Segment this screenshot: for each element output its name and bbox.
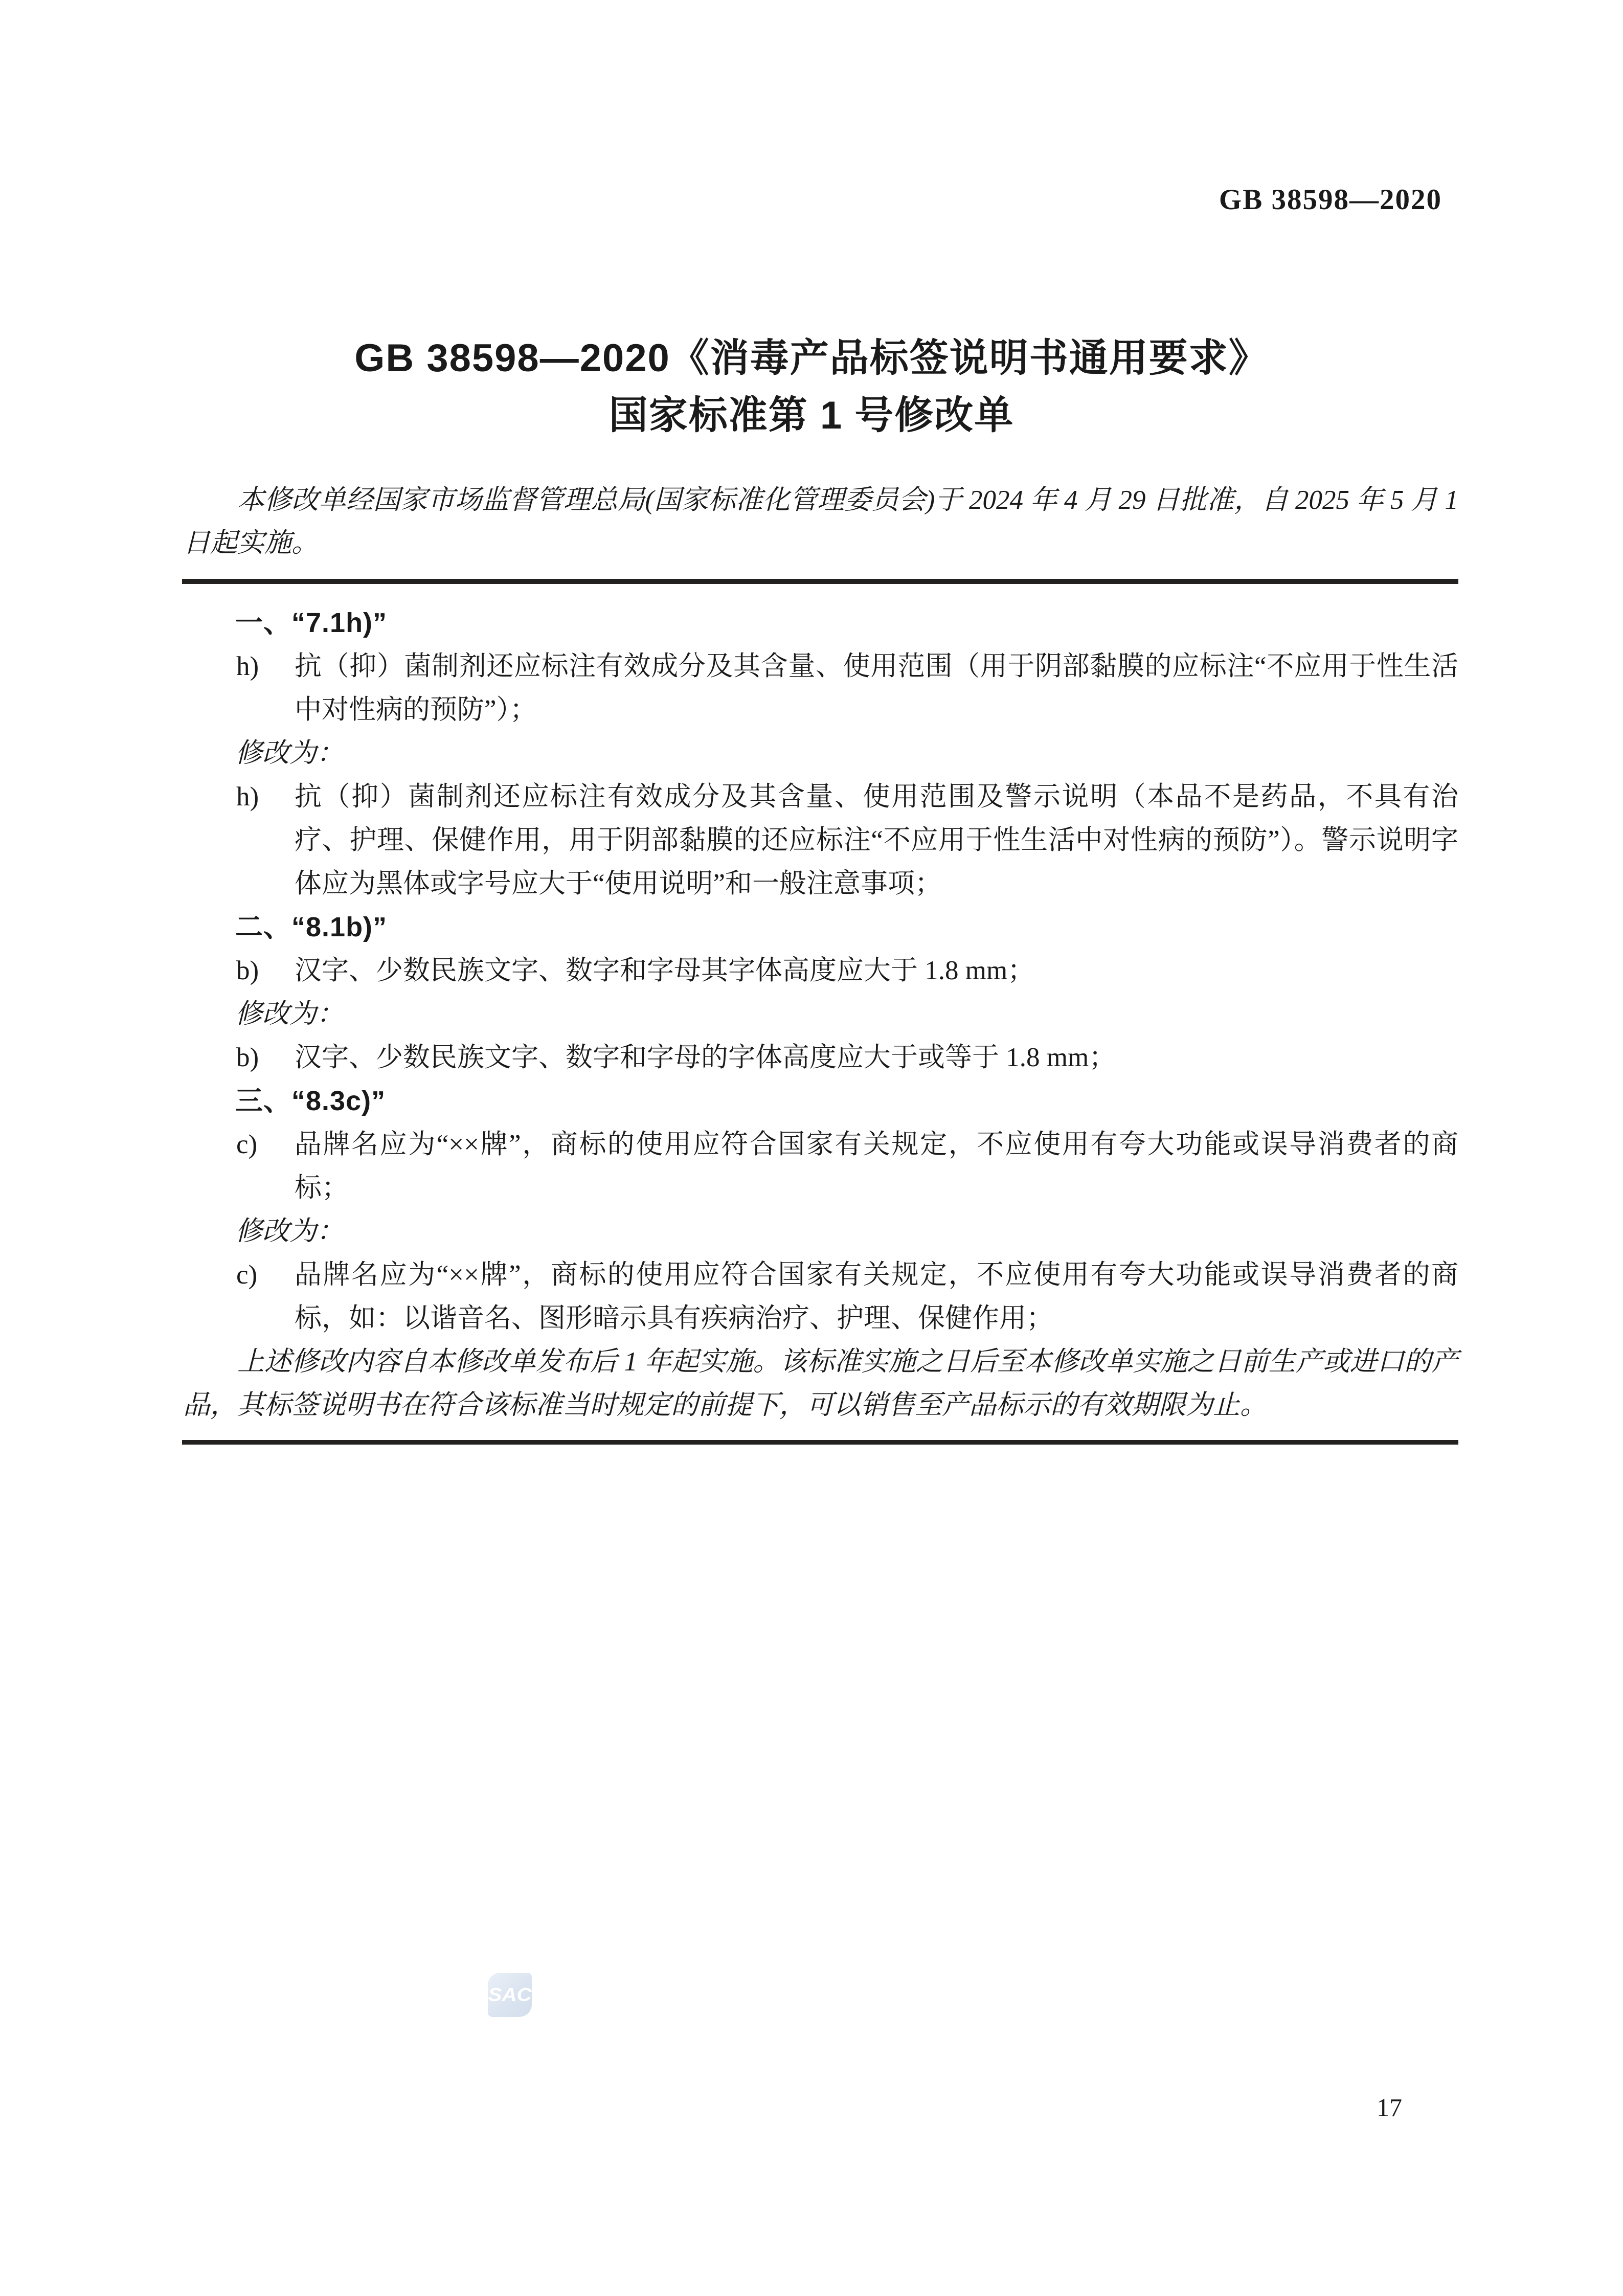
clause-text: 汉字、少数民族文字、数字和字母的字体高度应大于或等于 1.8 mm； — [295, 1043, 1116, 1072]
implementation-paragraph: 上述修改内容自本修改单发布后 1 年起实施。该标准实施之日后至本修改单实施之日前生产或进口的产品，其标签说明书在符合该标准当时规定的前提下，可以销售至产品标示的有效期限为止。 — [183, 1347, 1458, 1420]
section-3-revised-clause — [183, 1253, 1458, 1340]
document-title — [0, 330, 1623, 444]
clause-label: h) — [236, 782, 259, 812]
clause-text: 品牌名应为“××牌”，商标的使用应符合国家有关规定，不应使用有夸大功能或误导消费者的商标，如：以谐音名、图形暗示具有疾病治疗、护理、保健作用； — [295, 1260, 1458, 1333]
section-3-heading: 三、“8.3c)” — [235, 1086, 386, 1116]
section-1-modify-label: 修改为： — [235, 738, 344, 768]
sac-watermark-text: SAC — [488, 1984, 532, 2005]
section-2-revised-clause — [183, 1036, 1458, 1079]
clause-text: 品牌名应为“××牌”，商标的使用应符合国家有关规定，不应使用有夸大功能或误导消费者的商标； — [295, 1130, 1458, 1203]
clause-label: c) — [236, 1260, 258, 1290]
clause-label: h) — [236, 651, 259, 681]
clause-text: 抗（抑）菌制剂还应标注有效成分及其含量、使用范围（用于阴部黏膜的应标注“不应用于性生活中对性病的预防”）； — [295, 651, 1458, 725]
section-3-original-clause — [183, 1123, 1458, 1210]
clause-label: b) — [236, 1043, 259, 1072]
page-number: 17 — [1377, 2093, 1402, 2122]
section-2-modify-label: 修改为： — [235, 999, 344, 1029]
section-2-heading: 二、“8.1b)” — [235, 912, 388, 942]
section-1-original-clause — [183, 645, 1458, 732]
clause-label: c) — [236, 1130, 258, 1159]
section-1-revised-clause — [183, 775, 1458, 906]
title-line-1: GB 38598—2020《消毒产品标签说明书通用要求》 — [354, 336, 1269, 380]
amendment-body — [183, 601, 1458, 1427]
section-2-original-clause — [183, 949, 1458, 993]
section-1-heading: 一、“7.1h)” — [235, 607, 388, 638]
clause-text: 汉字、少数民族文字、数字和字母其字体高度应大于 1.8 mm； — [295, 956, 1035, 985]
standard-code-header: GB 38598—2020 — [1219, 184, 1442, 216]
clause-label: b) — [236, 956, 259, 985]
title-line-2: 国家标准第 1 号修改单 — [608, 394, 1015, 437]
section-3-modify-label: 修改为： — [235, 1217, 344, 1246]
approval-paragraph: 本修改单经国家市场监督管理总局(国家标准化管理委员会)于 2024 年 4 月 29 日批准，自 2025 年 5 月 1 日起实施。 — [183, 485, 1458, 558]
sac-watermark-logo — [488, 1973, 532, 2017]
bottom-rule — [182, 1440, 1458, 1445]
clause-text: 抗（抑）菌制剂还应标注有效成分及其含量、使用范围及警示说明（本品不是药品，不具有治疗、护理、保健作用，用于阴部黏膜的还应标注“不应用于性生活中对性病的预防”）。警示说明字体应为黑体或字号应大于“使用说明”和一般注意事项； — [295, 782, 1458, 898]
top-rule — [182, 579, 1458, 584]
